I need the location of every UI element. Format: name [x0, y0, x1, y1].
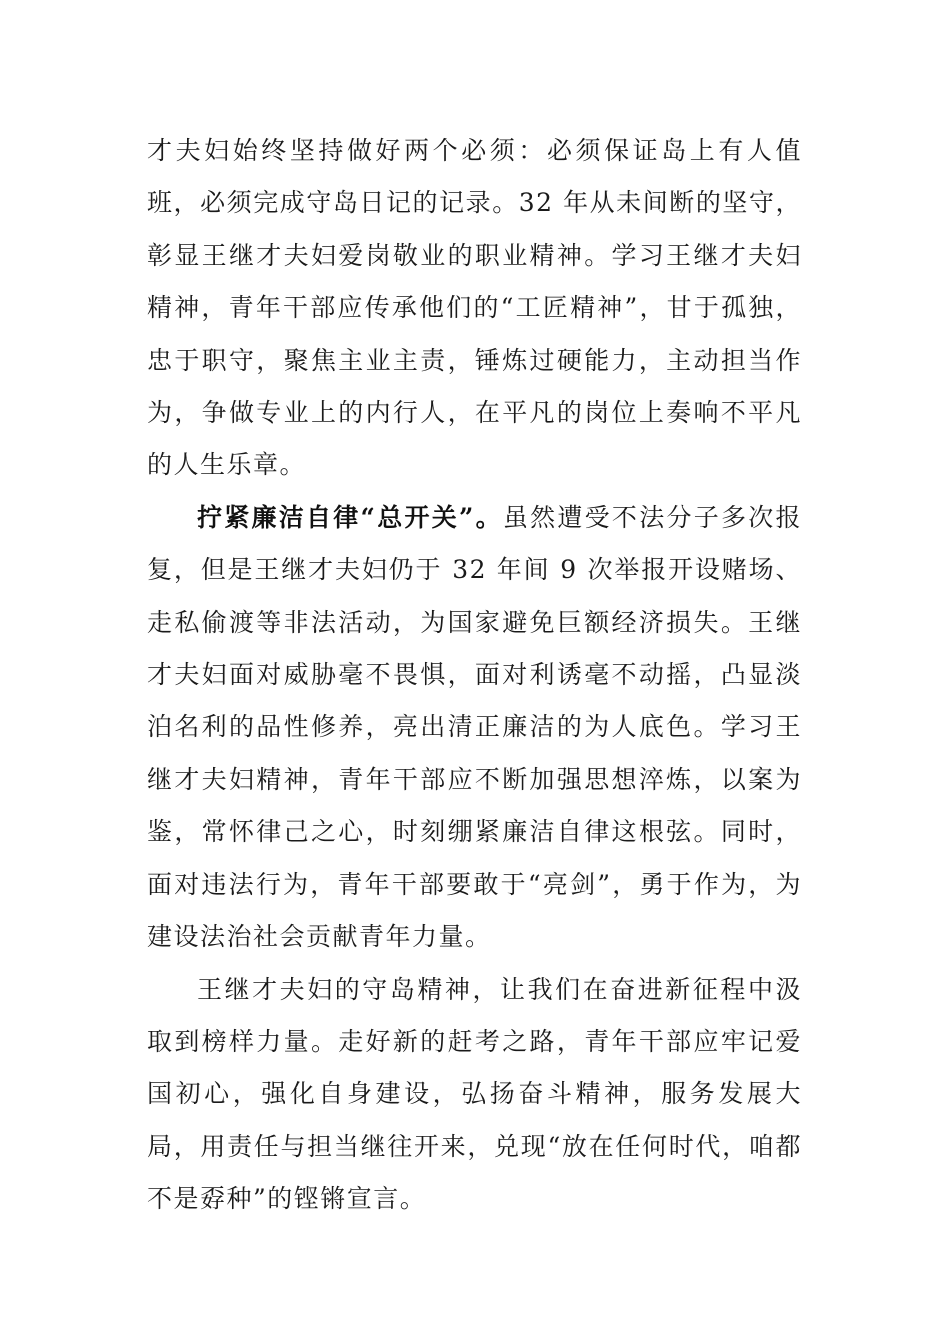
paragraph-2 — [147, 492, 802, 964]
document-body — [147, 125, 802, 1226]
paragraph-3 — [147, 964, 802, 1226]
paragraph-1 — [147, 125, 802, 492]
paragraph-1-text: 才夫妇始终坚持做好两个必须：必须保证岛上有人值班，必须完成守岛日记的记录。32 年从未间断的坚守，彰显王继才夫妇爱岗敬业的职业精神。学习王继才夫妇精神，青年干部应传承他们的“工匠精神”，甘于孤独，忠于职守，聚焦主业主责，锤炼过硬能力，主动担当作为，争做专业上的内行人，在平凡的岗位上奏响不平凡的人生乐章。 — [147, 136, 802, 480]
paragraph-2-heading: 拧紧廉洁自律“总开关”。 — [197, 502, 503, 532]
paragraph-2-text: 虽然遭受不法分子多次报复，但是王继才夫妇仍于 32 年间 9 次举报开设赌场、走私偷渡等非法活动，为国家避免巨额经济损失。王继才夫妇面对威胁毫不畏惧，面对利诱毫不动摇，凸显淡泊名利的品性修养，亮出清正廉洁的为人底色。学习王继才夫妇精神，青年干部应不断加强思想淬炼，以案为鉴，常怀律己之心，时刻绷紧廉洁自律这根弦。同时，面对违法行为，青年干部要敢于“亮剑”，勇于作为，为建设法治社会贡献青年力量。 — [147, 502, 802, 952]
paragraph-3-text: 王继才夫妇的守岛精神，让我们在奋进新征程中汲取到榜样力量。走好新的赶考之路，青年干部应牢记爱国初心，强化自身建设，弘扬奋斗精神，服务发展大局，用责任与担当继往开来，兑现“放在任何时代，咱都不是孬种”的铿锵宣言。 — [147, 974, 802, 1214]
